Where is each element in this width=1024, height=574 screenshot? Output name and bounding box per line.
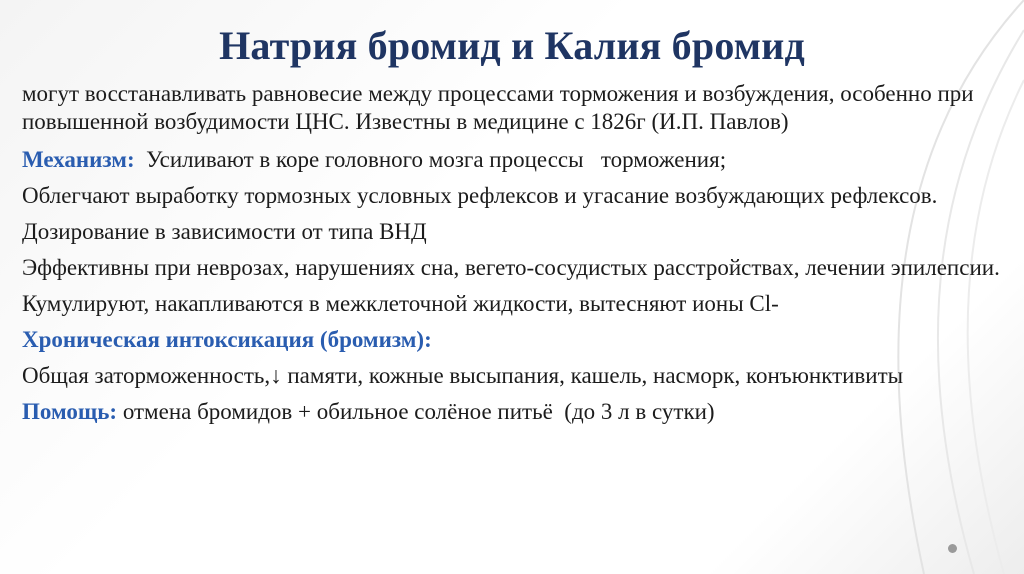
mechanism-text: Усиливают в коре головного мозга процессы торможения;	[134, 147, 727, 172]
help-text: отмена бромидов + обильное солёное питьё (до 3 л в сутки)	[117, 399, 715, 424]
mechanism-label: Механизм:	[22, 147, 135, 172]
effective-paragraph: Эффективны при неврозах, нарушениях сна, вегето-сосудистых расстройствах, лечении эпилепсии.	[22, 255, 1000, 280]
chronic-intoxication-heading: Хроническая интоксикация (бромизм):	[22, 327, 432, 352]
symptoms-paragraph: Общая заторможенность,↓ памяти, кожные высыпания, кашель, насморк, конъюнктивиты	[22, 363, 904, 388]
help-paragraph	[22, 398, 1007, 426]
cumulate-paragraph: Кумулируют, накапливаются в межклеточной жидкости, вытесняют ионы Cl-	[22, 291, 779, 316]
slide-dot-icon	[948, 544, 957, 553]
facilitate-paragraph: Облегчают выработку тормозных условных рефлексов и угасание возбуждающих рефлексов.	[22, 183, 938, 208]
slide-content	[22, 80, 1007, 434]
intro-paragraph: могут восстанавливать равновесие между процессами торможения и возбуждения, особенно при повышенной возбудимости ЦНС. Известны в медицине с 1826г (И.П. Павлов)	[22, 81, 974, 134]
slide-title: Натрия бромид и Калия бромид	[219, 23, 805, 68]
mechanism-paragraph	[22, 146, 1007, 174]
dosing-paragraph: Дозирование в зависимости от типа ВНД	[22, 219, 427, 244]
help-label: Помощь:	[22, 399, 118, 424]
